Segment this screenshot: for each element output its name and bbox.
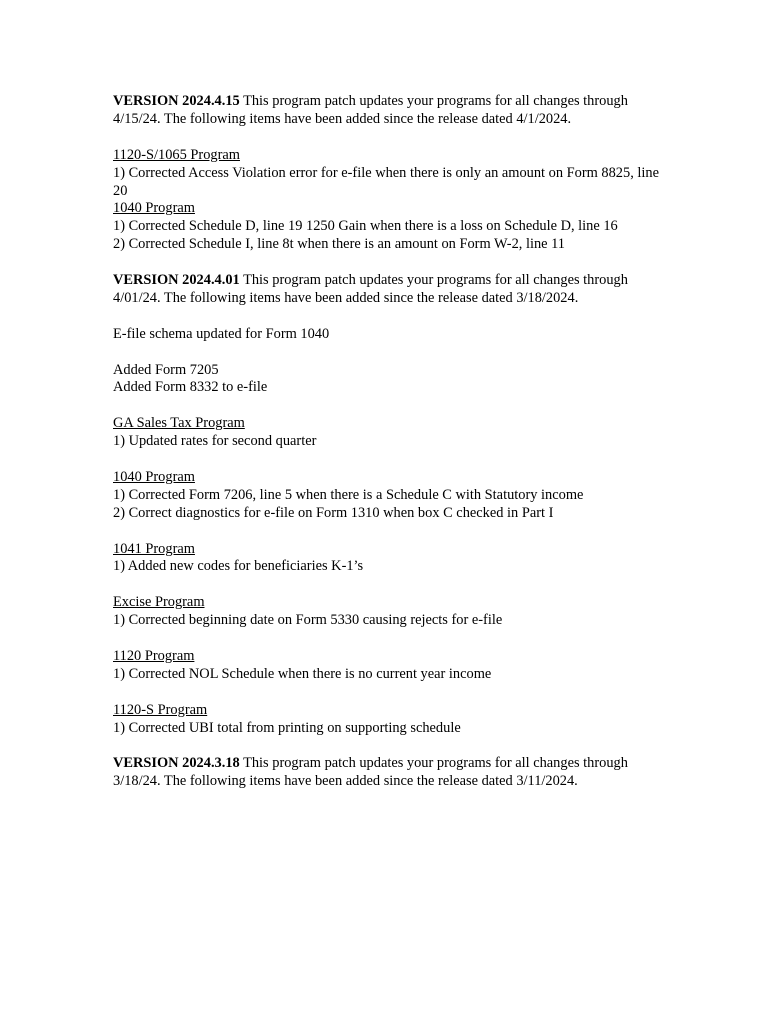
list-item: 1) Corrected beginning date on Form 5330 causing rejects for e-file — [113, 612, 503, 629]
version-intro: This program patch updates your programs for all changes through 3/18/24. The following items have been added since the release dated 3/11/2024. — [113, 755, 628, 790]
efile-note: E-file schema updated for Form 1040 — [113, 325, 330, 342]
section-block — [113, 147, 673, 201]
section-heading: 1040 Program — [113, 468, 195, 485]
list-item: 1) Corrected NOL Schedule when there is no current year income — [113, 665, 492, 682]
list-item: 1) Corrected UBI total from printing on supporting schedule — [113, 719, 461, 736]
section-heading: 1120-S Program — [113, 701, 208, 718]
section-heading: 1120-S/1065 Program — [113, 146, 240, 163]
list-item: 1) Corrected Schedule D, line 19 1250 Gain when there is a loss on Schedule D, line 16 — [113, 218, 618, 235]
section-block — [113, 648, 673, 684]
version-paragraph — [113, 272, 673, 308]
list-item: 1) Updated rates for second quarter — [113, 433, 317, 450]
version-label: VERSION 2024.4.01 — [113, 272, 240, 289]
section-block — [113, 541, 673, 577]
section-block — [113, 200, 673, 254]
list-item: 1) Added new codes for beneficiaries K-1’s — [113, 558, 364, 575]
version-paragraph — [113, 755, 673, 791]
section-heading: 1120 Program — [113, 647, 195, 664]
section-block — [113, 594, 673, 630]
section-heading: 1041 Program — [113, 540, 195, 557]
version-intro: This program patch updates your programs for all changes through 4/01/24. The following items have been added since the release dated 3/18/2024. — [113, 272, 628, 306]
version-intro: This program patch updates your programs for all changes through 4/15/24. The following items have been added since the release dated 4/1/2024. — [113, 93, 628, 127]
list-item: 1) Corrected Form 7206, line 5 when there is a Schedule C with Statutory income — [113, 486, 584, 503]
section-heading: GA Sales Tax Program — [113, 415, 245, 432]
version-paragraph — [113, 93, 673, 129]
section-heading: Excise Program — [113, 594, 205, 611]
list-item: Added Form 8332 to e-file — [113, 379, 268, 396]
list-item: 2) Correct diagnostics for e-file on Form 1310 when box C checked in Part I — [113, 504, 554, 521]
list-item: 1) Corrected Access Violation error for e-file when there is only an amount on Form 8825, line 20 — [113, 164, 659, 199]
added-forms — [113, 362, 673, 398]
list-item: 2) Corrected Schedule I, line 8t when there is an amount on Form W-2, line 11 — [113, 236, 565, 253]
version-label: VERSION 2024.4.15 — [113, 93, 240, 109]
section-heading: 1040 Program — [113, 200, 195, 217]
list-item: Added Form 7205 — [113, 361, 219, 378]
section-block — [113, 469, 673, 523]
version-label: VERSION 2024.3.18 — [113, 755, 240, 772]
section-block — [113, 415, 673, 451]
document-page — [113, 93, 673, 791]
section-block — [113, 702, 673, 738]
